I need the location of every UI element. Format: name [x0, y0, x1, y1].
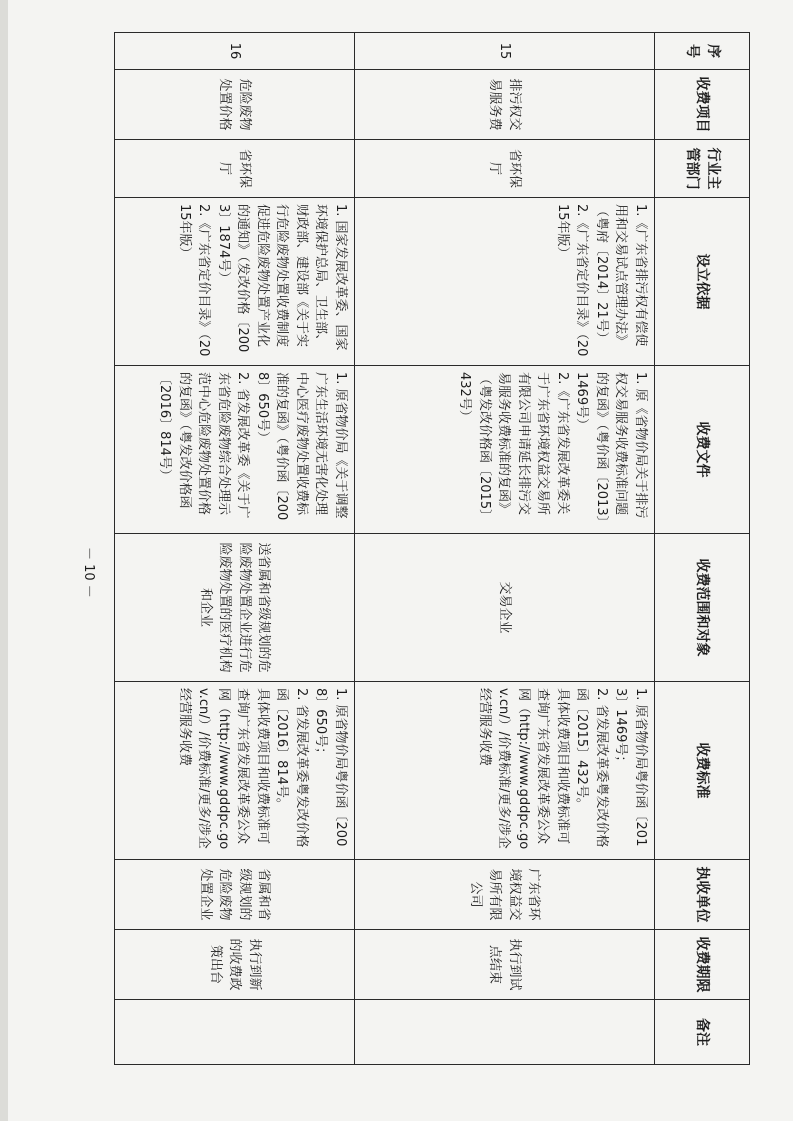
header-docs: 收费文件	[655, 366, 750, 534]
row-basis	[115, 198, 355, 366]
header-basis: 设立依据	[655, 198, 750, 366]
standard-line: 2. 省发展改革委粤发改价格函〔2016〕814号。	[274, 688, 309, 848]
scan-edge	[0, 0, 8, 1121]
doc-line: 2.《广东省发展改革委关于广东省环境权益交易所有限公司申请延长排污交易服务收费标准的复函》（粤发改价格函〔2015〕432号）	[457, 372, 570, 523]
standard-line: 具体收费项目和收费标准可查询广东省发展改革委公众网（http://www.gddpc.gov.cn/）/价费标准/更多/涉企经营服务收费	[477, 688, 570, 850]
row-scope: 送省属和省级规划的危险废物处置企业进行危险废物处置的医疗机构和企业	[115, 534, 355, 682]
row-standard	[355, 682, 655, 860]
basis-line: 2.《广东省定价目录》（2015年版）	[177, 204, 212, 357]
header-seq: 序号	[655, 33, 750, 70]
row-seq: 15	[355, 33, 655, 70]
row-unit: 省属和省级规划的危险废物处置企业	[115, 860, 355, 930]
table-row	[355, 33, 655, 1065]
row-item: 排污权交易服务费	[355, 70, 655, 140]
row-scope: 交易企业	[355, 534, 655, 682]
basis-line: 2.《广东省定价目录》（2015年版）	[555, 204, 590, 357]
doc-line: 1. 原《省物价局关于排污权交易服务收费标准问题的复函》（粤价函〔2013〕1469号）	[574, 372, 648, 523]
doc-line: 1. 原省物价局《关于调整广东生活环境无害化处理中心医疗废物处置收费标准的复函》（粤价函〔2008〕650号）	[255, 372, 348, 521]
row-remark	[355, 1000, 655, 1065]
basis-line: 1. 国家发展改革委、国家环境保护总局、卫生部、财政部、建设部《关于实行危险废物处置收费制度 促进危险废物处置产业化的通知》（发改价格〔2003〕1874号）	[216, 204, 348, 353]
header-row	[655, 33, 750, 1065]
row-docs	[355, 366, 655, 534]
header-remark: 备注	[655, 1000, 750, 1065]
row-remark	[115, 1000, 355, 1065]
rotated-page	[115, 32, 750, 1064]
row-period: 执行到试点结束	[355, 930, 655, 1000]
basis-line: 1.《广东省排污权有偿使用和交易试点管理办法》（粤府〔2014〕21号）	[594, 204, 648, 348]
header-dept: 行业主管部门	[655, 140, 750, 198]
row-dept: 省环保厅	[115, 140, 355, 198]
table-row	[115, 33, 355, 1065]
standard-line: 1. 原省物价局粤价函〔2013〕1469号；	[613, 688, 648, 847]
header-period: 收费期限	[655, 930, 750, 1000]
standard-line: 1. 原省物价局粤价函〔2008〕650号；	[313, 688, 348, 847]
row-period: 执行到新的收费政策出台	[115, 930, 355, 1000]
standard-line: 具体收费项目和收费标准可查询广东省发展改革委公众网（http://www.gddpc.gov.cn/）/价费标准/更多/涉企经营服务收费	[177, 688, 270, 850]
row-docs	[115, 366, 355, 534]
standard-line: 2. 省发展改革委粤发改价格函〔2015〕432号。	[574, 688, 609, 848]
page-number: － 10 －	[81, 547, 96, 598]
fee-table	[114, 32, 750, 1065]
header-unit: 执收单位	[655, 860, 750, 930]
row-basis	[355, 198, 655, 366]
doc-line: 2. 省发展改革委《关于广东省危险废物综合处理示范中心危险废物处置价格的复函》（粤发改价格函〔2016〕814号）	[157, 372, 251, 519]
row-seq: 16	[115, 33, 355, 70]
row-standard	[115, 682, 355, 860]
header-standard: 收费标准	[655, 682, 750, 860]
header-item: 收费项目	[655, 70, 750, 140]
header-scope: 收费范围和对象	[655, 534, 750, 682]
row-item: 危险废物处置价格	[115, 70, 355, 140]
row-dept: 省环保厅	[355, 140, 655, 198]
row-unit: 广东省环境权益交易所有限公司	[355, 860, 655, 930]
